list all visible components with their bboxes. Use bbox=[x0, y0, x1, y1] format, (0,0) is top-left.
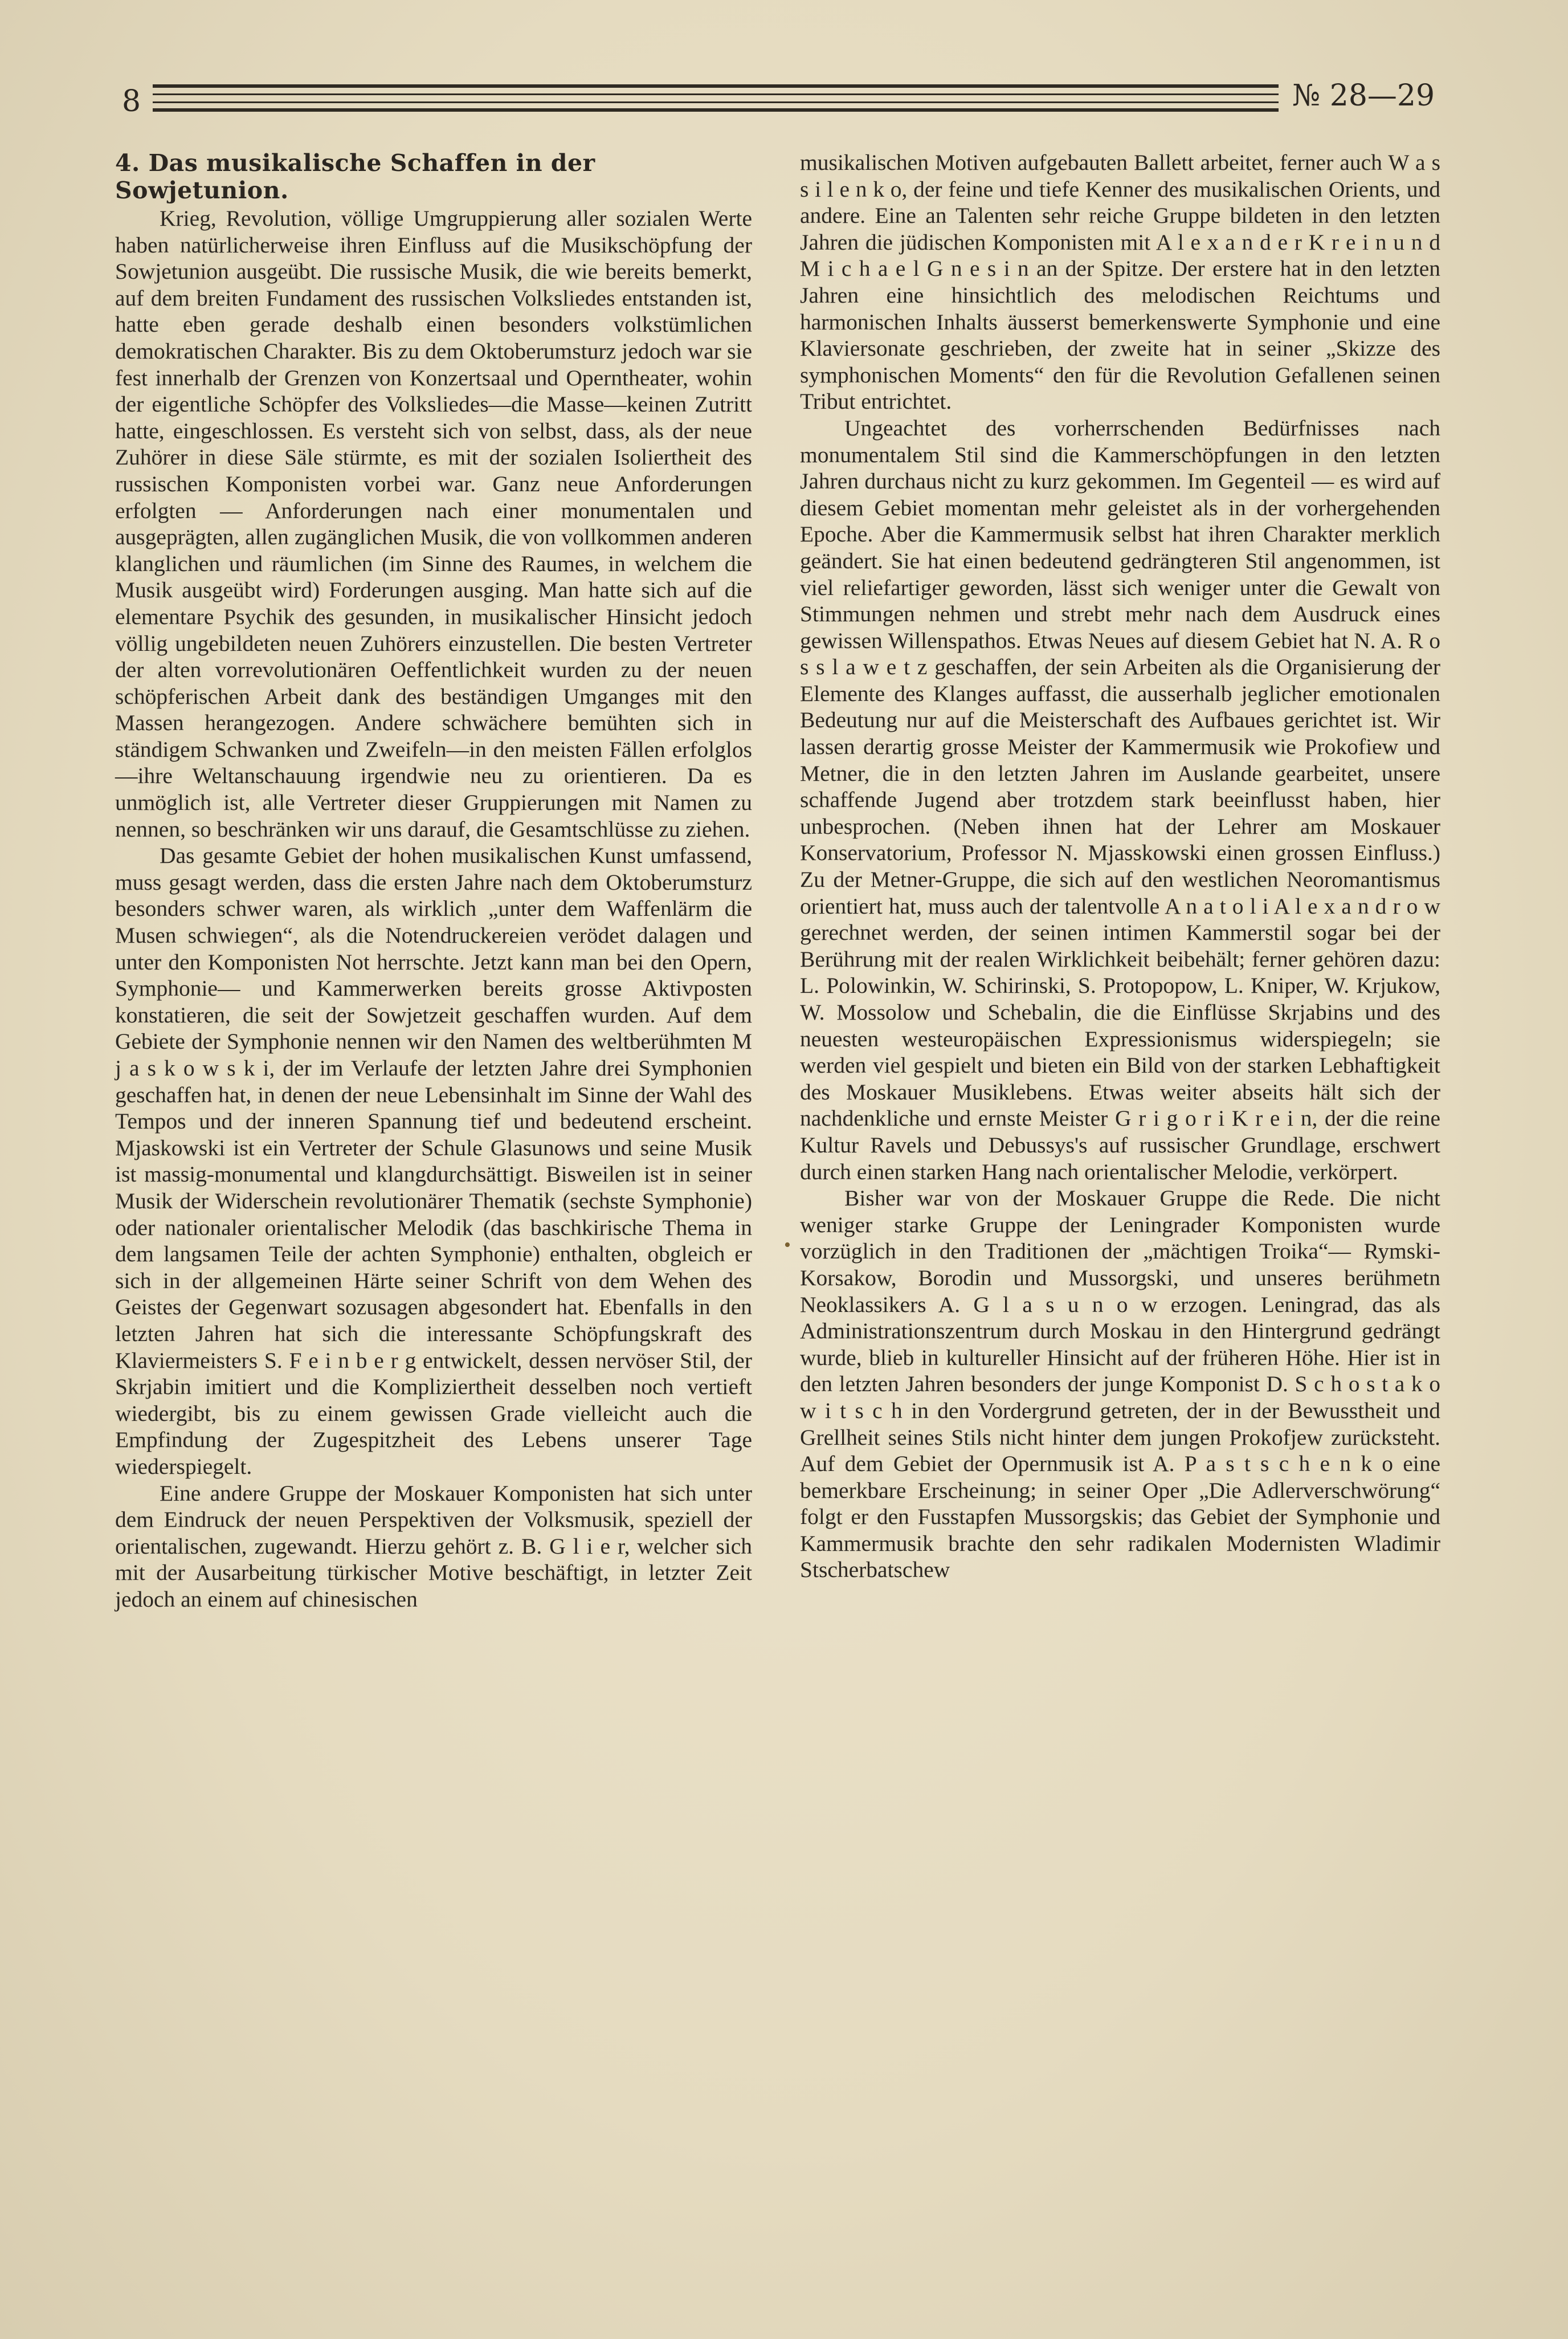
right-column bbox=[800, 149, 1440, 1583]
header-rule bbox=[153, 108, 1279, 112]
paragraph: Eine andere Gruppe der Moskauer Komponisten hat sich unter dem Eindruck der neuen Perspektiven der Volksmusik, speziell der orientalischen, zugewandt. Hierzu gehört z. B. G l i e r, welcher sich mit der Ausarbeitung türkischer Motive beschäftigt, in letzter Zeit jedoch an einem auf chinesischen bbox=[115, 1480, 752, 1612]
page-number: 8 bbox=[122, 84, 141, 119]
left-column bbox=[115, 149, 752, 1612]
issue-number: № 28—29 bbox=[1292, 79, 1435, 113]
header-rule bbox=[153, 93, 1279, 95]
margin-mark: • bbox=[784, 1234, 791, 1256]
page-header bbox=[0, 0, 1568, 148]
paragraph: Bisher war von der Moskauer Gruppe die Rede. Die nicht weniger starke Gruppe der Leningrader Komponisten wurde vorzüglich in den Traditionen der „mächtigen Troika“— Rymski-Korsakow, Borodin und Mussorgski, und unseres berühmetn Neoklassikers A. G l a s u n o w erzogen. Leningrad, das als Administrationszentrum durch Moskau in den Hintergrund gedrängt wurde, blieb in kultureller Hinsicht auf der früheren Höhe. Hier ist in den letzten Jahren besonders der junge Komponist D. S c h o s t a k o w i t s c h in den Vordergrund getreten, der in der Bewusstheit und Grellheit seines Stils nicht hinter dem jungen Prokofjew zurücksteht. Auf dem Gebiet der Opernmusik ist A. P a s t s c h e n k o eine bemerkbare Erscheinung; in seiner Oper „Die Adlerverschwörung“ folgt er den Fusstapfen Mussorgskis; das Gebiet der Symphonie und Kammermusik brachte den sehr radikalen Modernisten Wladimir Stscherbatschew bbox=[800, 1185, 1440, 1583]
paragraph: Krieg, Revolution, völlige Umgruppierung aller sozialen Werte haben natürlicherweise ihren Einfluss auf die Musikschöpfung der Sowjetunion ausgeübt. Die russische Musik, die wie bereits bemerkt, auf dem breiten Fundament des russischen Volksliedes entstanden ist, hatte eben gerade deshalb einen besonders volkstümlichen demokratischen Charakter. Bis zu dem Oktoberumsturz jedoch war sie fest innerhalb der Grenzen von Konzertsaal und Operntheater, wohin der eigentliche Schöpfer des Volksliedes—die Masse—keinen Zutritt hatte, eingeschlossen. Es versteht sich von selbst, dass, als der neue Zuhörer in diese Säle stürmte, es mit der sozialen Isoliertheit des russischen Komponisten vorbei war. Ganz neue Anforderungen erfolgten — Anforderungen nach einer monumentalen und ausgeprägten, allen zugänglichen Musik, die von vollkommen anderen klanglichen und räumlichen (im Sinne des Raumes, in welchem die Musik ausgeübt wird) Forderungen ausging. Man hatte sich auf die elementare Psychik des gesunden, in musikalischer Hinsicht jedoch völlig ungebildeten neuen Zuhörers einzustellen. Die besten Vertreter der alten vorrevolutionären Oeffentlichkeit wurden zu der neuen schöpferischen Arbeit dank des beständigen Umganges mit den Massen herangezogen. Andere schwächere bemühten sich in ständigem Schwanken und Zweifeln—in den meisten Fällen erfolglos—ihre Weltanschauung irgendwie neu zu orientieren. Da es unmöglich ist, alle Vertreter dieser Gruppierungen mit Namen zu nennen, so beschränken wir uns darauf, die Gesamtschlüsse zu ziehen. bbox=[115, 206, 752, 842]
paragraph: Das gesamte Gebiet der hohen musikalischen Kunst umfassend, muss gesagt werden, dass die ersten Jahre nach dem Oktoberumsturz besonders schwer waren, als wirklich „unter dem Waffenlärm die Musen schwiegen“, als die Notendruckereien verödet dalagen und unter den Komponisten Not herrschte. Jetzt kann man bei den Opern, Symphonie— und Kammerwerken bereits grosse Aktivposten konstatieren, die seit der Sowjetzeit geschaffen wurden. Auf dem Gebiete der Symphonie nennen wir den Namen des weltberühmten M j a s k o w s k i, der im Verlaufe der letzten Jahre drei Symphonien geschaffen hat, in denen der neue Lebensinhalt im Sinne der Wahl des Tempos und der inneren Spannung tief und bedeutend erscheint. Mjaskowski ist ein Vertreter der Schule Glasunows und seine Musik ist massig-monumental und klangdurchsättigt. Bisweilen ist in seiner Musik der Widerschein revolutionärer Thematik (sechste Symphonie) oder nationaler orientalischer Melodik (das baschkirische Thema in dem langsamen Teile der achten Symphonie) enthalten, obgleich er sich in der allgemeinen Härte seiner Schrift von dem Wehen des Geistes der Gegenwart sozusagen abgesondert hat. Ebenfalls in den letzten Jahren hat sich die interessante Schöpfungskraft des Klaviermeisters S. F e i n b e r g entwickelt, dessen nervöser Stil, der Skrjabin imitiert und die Kompliziertheit desselben noch vertieft wiedergibt, bis zu einem gewissen Grade vielleicht auch die Empfindung der Zugespitzheit des Lebens unserer Tage wiederspiegelt. bbox=[115, 843, 752, 1479]
paragraph-continued: musikalischen Motiven aufgebauten Ballett arbeitet, ferner auch W a s s i l e n k o, der feine und tiefe Kenner des musikalischen Orients, und andere. Eine an Talenten sehr reiche Gruppe bildeten in den letzten Jahren die jüdischen Komponisten mit A l e x a n d e r K r e i n u n d M i c h a e l G n e s i n an der Spitze. Der erstere hat in den letzten Jahren eine hinsichtlich des melodischen Reichtums und harmonischen Inhalts äusserst bemerkenswerte Symphonie und eine Klaviersonate geschrieben, der zweite hat in seiner „Skizze des symphonischen Moments“ den für die Revolution Gefallenen seinen Tribut entrichtet. bbox=[800, 150, 1440, 414]
section-heading: 4. Das musikalische Schaffen in der Sowjetunion. bbox=[115, 149, 595, 204]
header-rule bbox=[153, 84, 1279, 88]
paragraph: Ungeachtet des vorherrschenden Bedürfnisses nach monumentalem Stil sind die Kammerschöpfungen in den letzten Jahren durchaus nicht zu kurz gekommen. Im Gegenteil — es wird auf diesem Gebiet momentan mehr geleistet als in der vorhergehenden Epoche. Aber die Kammermusik selbst hat ihren Charakter merklich geändert. Sie hat einen bedeutend gedrängteren Stil angenommen, ist viel reliefartiger geworden, lässt sich weniger unter die Gewalt von Stimmungen nehmen und strebt mehr nach dem Ausdruck eines gewissen Willenspathos. Etwas Neues auf diesem Gebiet hat N. A. R o s s l a w e t z geschaffen, der sein Arbeiten als die Organisierung der Elemente des Klanges auffasst, die ausserhalb jeglicher emotionalen Bedeutung nur auf die Meisterschaft des Aufbaues gerichtet ist. Wir lassen derartig grosse Meister der Kammermusik wie Prokofiew und Metner, die in den letzten Jahren im Auslande gearbeitet, unsere schaffende Jugend aber trotzdem stark beeinflusst haben, hier unbesprochen. (Neben ihnen hat der Lehrer am Moskauer Konservatorium, Professor N. Mjasskowski einen grossen Einfluss.) Zu der Metner-Gruppe, die sich auf den westlichen Neoromantismus orientiert hat, muss auch der talentvolle A n a t o l i A l e x a n d r o w gerechnet werden, der seinen intimen Kammerstil sogar bei der Berührung mit der realen Wirklichkeit beibehält; ferner gehören dazu: L. Polowinkin, W. Schirinski, S. Protopopow, L. Kniper, W. Krjukow, W. Mossolow und Schebalin, die die Einflüsse Skrjabins und des neuesten westeuropäischen Expressionismus widerspiegeln; sie werden viel gespielt und bieten ein Bild von der starken Lebhaftigkeit des Moskauer Musiklebens. Etwas weiter abseits hält sich der nachdenkliche und ernste Meister G r i g o r i K r e i n, der die reine Kultur Ravels und Debussys's auf russischer Grundlage, erschwert durch einen starken Hang nach orientalischer Melodie, verkörpert. bbox=[800, 415, 1440, 1184]
header-rule bbox=[153, 101, 1279, 103]
